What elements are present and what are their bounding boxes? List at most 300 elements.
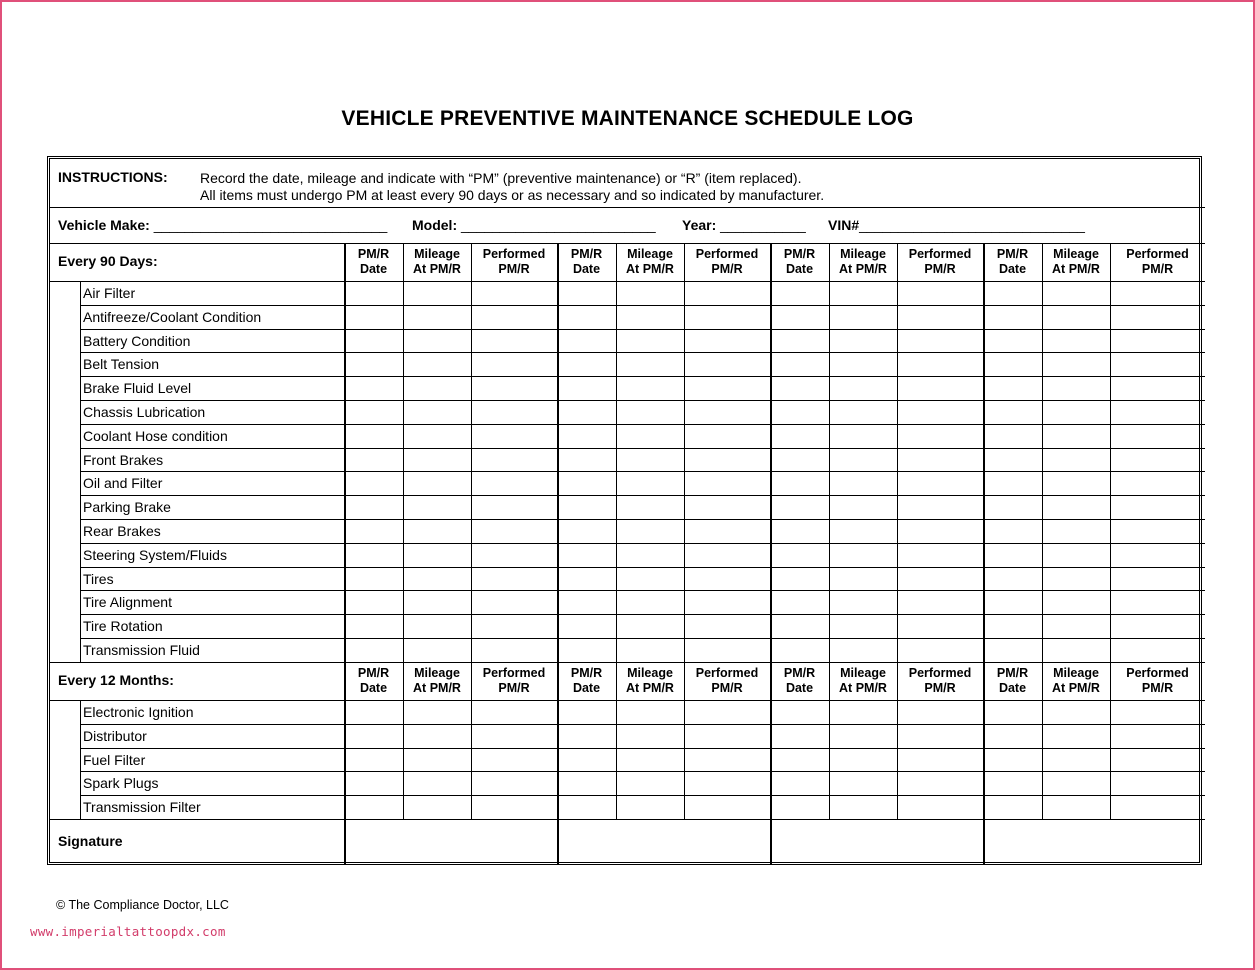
log-cell[interactable]	[829, 700, 897, 724]
maintenance-item: Battery Condition	[83, 332, 191, 349]
log-cell[interactable]	[983, 424, 1042, 448]
column-header: Mileage At PM/R	[413, 666, 461, 695]
log-cell[interactable]	[344, 543, 403, 567]
log-cell[interactable]	[616, 352, 684, 376]
log-cell[interactable]	[770, 305, 829, 329]
log-cell[interactable]	[829, 424, 897, 448]
log-cell[interactable]	[897, 590, 983, 614]
log-cell[interactable]	[616, 519, 684, 543]
log-cell[interactable]	[897, 305, 983, 329]
maintenance-item: Electronic Ignition	[83, 704, 194, 720]
log-cell[interactable]	[557, 424, 616, 448]
log-cell[interactable]	[829, 748, 897, 772]
log-cell[interactable]	[1110, 281, 1205, 305]
maintenance-item: Tire Alignment	[83, 594, 172, 611]
log-cell[interactable]	[770, 614, 829, 638]
log-cell[interactable]	[557, 748, 616, 772]
log-cell[interactable]	[557, 724, 616, 748]
log-cell[interactable]	[770, 567, 829, 591]
log-cell[interactable]	[557, 329, 616, 353]
log-cell[interactable]	[344, 471, 403, 495]
log-cell[interactable]	[983, 590, 1042, 614]
log-cell[interactable]	[403, 771, 471, 795]
log-cell[interactable]	[403, 590, 471, 614]
log-cell[interactable]	[983, 352, 1042, 376]
log-cell[interactable]	[684, 376, 770, 400]
log-cell[interactable]	[557, 376, 616, 400]
log-cell[interactable]	[1042, 400, 1110, 424]
log-cell[interactable]	[471, 590, 557, 614]
log-cell[interactable]	[344, 424, 403, 448]
log-cell[interactable]	[557, 567, 616, 591]
log-cell[interactable]	[684, 471, 770, 495]
log-cell[interactable]	[471, 448, 557, 472]
log-cell[interactable]	[897, 748, 983, 772]
signature-cell[interactable]	[344, 818, 557, 865]
log-cell[interactable]	[897, 329, 983, 353]
log-cell[interactable]	[829, 400, 897, 424]
log-cell[interactable]	[684, 329, 770, 353]
log-cell[interactable]	[471, 771, 557, 795]
model-blank: _________________________	[461, 217, 656, 233]
log-cell[interactable]	[897, 700, 983, 724]
log-cell[interactable]	[897, 424, 983, 448]
log-cell[interactable]	[829, 305, 897, 329]
column-header: PM/R Date	[570, 666, 603, 695]
log-cell[interactable]	[616, 795, 684, 819]
log-cell[interactable]	[1042, 795, 1110, 819]
log-cell[interactable]	[1110, 771, 1205, 795]
signature-cell[interactable]	[770, 818, 983, 865]
log-cell[interactable]	[829, 376, 897, 400]
log-cell[interactable]	[770, 771, 829, 795]
log-cell[interactable]	[471, 614, 557, 638]
log-cell[interactable]	[344, 519, 403, 543]
log-cell[interactable]	[983, 329, 1042, 353]
log-cell[interactable]	[684, 400, 770, 424]
log-cell[interactable]	[1110, 638, 1205, 662]
log-cell[interactable]	[983, 724, 1042, 748]
log-cell[interactable]	[829, 590, 897, 614]
log-cell[interactable]	[1042, 424, 1110, 448]
log-cell[interactable]	[1042, 543, 1110, 567]
maintenance-item: Tires	[83, 570, 114, 587]
log-cell[interactable]	[471, 567, 557, 591]
log-cell[interactable]	[471, 305, 557, 329]
log-cell[interactable]	[557, 543, 616, 567]
log-cell[interactable]	[770, 724, 829, 748]
log-cell[interactable]	[983, 795, 1042, 819]
log-cell[interactable]	[829, 614, 897, 638]
log-cell[interactable]	[684, 519, 770, 543]
log-cell[interactable]	[403, 567, 471, 591]
log-cell[interactable]	[829, 329, 897, 353]
log-cell[interactable]	[983, 281, 1042, 305]
log-cell[interactable]	[557, 614, 616, 638]
log-cell[interactable]	[684, 724, 770, 748]
log-cell[interactable]	[1042, 771, 1110, 795]
log-cell[interactable]	[897, 352, 983, 376]
log-cell[interactable]	[344, 448, 403, 472]
log-cell[interactable]	[1042, 614, 1110, 638]
year-field[interactable]	[682, 217, 806, 233]
log-cell[interactable]	[471, 700, 557, 724]
maintenance-item: Antifreeze/Coolant Condition	[83, 308, 262, 325]
log-cell[interactable]	[1110, 614, 1205, 638]
log-cell[interactable]	[1042, 567, 1110, 591]
log-cell[interactable]	[471, 281, 557, 305]
log-cell[interactable]	[403, 543, 471, 567]
log-cell[interactable]	[403, 281, 471, 305]
log-cell[interactable]	[557, 795, 616, 819]
column-header: Performed PM/R	[1126, 666, 1189, 695]
log-cell[interactable]	[1042, 519, 1110, 543]
grid-line	[684, 662, 685, 819]
log-cell[interactable]	[983, 495, 1042, 519]
log-cell[interactable]	[684, 590, 770, 614]
log-cell[interactable]	[403, 748, 471, 772]
log-cell[interactable]	[471, 471, 557, 495]
log-cell[interactable]	[616, 590, 684, 614]
log-cell[interactable]	[344, 748, 403, 772]
vehicle-make-blank: ______________________________	[153, 217, 388, 233]
log-cell[interactable]	[471, 329, 557, 353]
column-header: Mileage At PM/R	[839, 247, 887, 276]
log-cell[interactable]	[770, 638, 829, 662]
log-cell[interactable]	[770, 281, 829, 305]
log-cell[interactable]	[684, 748, 770, 772]
log-cell[interactable]	[1110, 724, 1205, 748]
log-cell[interactable]	[897, 495, 983, 519]
log-cell[interactable]	[897, 543, 983, 567]
log-cell[interactable]	[983, 567, 1042, 591]
instructions-line-2: All items must undergo PM at least every 90 days or as necessary and so indicated by manufacturer.	[200, 187, 825, 203]
vehicle-make-field[interactable]	[58, 217, 387, 233]
log-cell[interactable]	[471, 724, 557, 748]
log-cell[interactable]	[829, 281, 897, 305]
log-cell[interactable]	[557, 400, 616, 424]
log-cell[interactable]	[403, 376, 471, 400]
log-cell[interactable]	[1042, 471, 1110, 495]
log-cell[interactable]	[557, 281, 616, 305]
log-cell[interactable]	[684, 305, 770, 329]
log-cell[interactable]	[1042, 305, 1110, 329]
log-cell[interactable]	[403, 614, 471, 638]
log-cell[interactable]	[1110, 448, 1205, 472]
log-cell[interactable]	[770, 700, 829, 724]
log-cell[interactable]	[403, 305, 471, 329]
log-cell[interactable]	[344, 281, 403, 305]
log-cell[interactable]	[770, 400, 829, 424]
vin-blank: _____________________________	[859, 217, 1085, 233]
log-cell[interactable]	[557, 471, 616, 495]
log-cell[interactable]	[616, 495, 684, 519]
log-cell[interactable]	[684, 614, 770, 638]
log-cell[interactable]	[616, 771, 684, 795]
log-cell[interactable]	[616, 638, 684, 662]
log-cell[interactable]	[983, 748, 1042, 772]
log-cell[interactable]	[829, 771, 897, 795]
log-cell[interactable]	[403, 448, 471, 472]
log-cell[interactable]	[829, 471, 897, 495]
vin-field[interactable]	[828, 217, 1085, 233]
log-cell[interactable]	[344, 638, 403, 662]
log-cell[interactable]	[557, 305, 616, 329]
log-cell[interactable]	[403, 400, 471, 424]
log-cell[interactable]	[344, 700, 403, 724]
log-cell[interactable]	[403, 638, 471, 662]
log-cell[interactable]	[403, 424, 471, 448]
log-cell[interactable]	[770, 495, 829, 519]
log-cell[interactable]	[770, 748, 829, 772]
log-cell[interactable]	[403, 519, 471, 543]
log-cell[interactable]	[829, 448, 897, 472]
log-cell[interactable]	[344, 400, 403, 424]
log-cell[interactable]	[897, 376, 983, 400]
log-cell[interactable]	[983, 448, 1042, 472]
log-cell[interactable]	[557, 771, 616, 795]
log-cell[interactable]	[616, 614, 684, 638]
log-cell[interactable]	[471, 352, 557, 376]
log-cell[interactable]	[557, 700, 616, 724]
log-cell[interactable]	[770, 448, 829, 472]
maintenance-item: Chassis Lubrication	[83, 404, 206, 420]
log-cell[interactable]	[403, 329, 471, 353]
log-cell[interactable]	[616, 329, 684, 353]
year-label: Year:	[682, 217, 717, 233]
log-cell[interactable]	[897, 281, 983, 305]
log-cell[interactable]	[770, 376, 829, 400]
log-cell[interactable]	[1042, 590, 1110, 614]
log-cell[interactable]	[1042, 352, 1110, 376]
log-cell[interactable]	[557, 495, 616, 519]
grid-line	[471, 662, 472, 819]
log-cell[interactable]	[983, 376, 1042, 400]
log-cell[interactable]	[471, 543, 557, 567]
log-cell[interactable]	[770, 471, 829, 495]
log-cell[interactable]	[1110, 543, 1205, 567]
log-cell[interactable]	[1110, 590, 1205, 614]
log-cell[interactable]	[616, 567, 684, 591]
maintenance-log-form	[47, 156, 1202, 865]
grid-line	[684, 243, 685, 662]
log-cell[interactable]	[471, 748, 557, 772]
log-cell[interactable]	[471, 638, 557, 662]
log-cell[interactable]	[616, 400, 684, 424]
log-cell[interactable]	[403, 724, 471, 748]
log-cell[interactable]	[897, 795, 983, 819]
log-cell[interactable]	[684, 352, 770, 376]
log-cell[interactable]	[1110, 700, 1205, 724]
log-cell[interactable]	[770, 519, 829, 543]
log-cell[interactable]	[684, 543, 770, 567]
log-cell[interactable]	[1110, 329, 1205, 353]
log-cell[interactable]	[1110, 376, 1205, 400]
grid-line	[897, 243, 898, 662]
maintenance-item: Transmission Fluid	[83, 642, 200, 658]
log-cell[interactable]	[829, 543, 897, 567]
log-cell[interactable]	[983, 305, 1042, 329]
log-cell[interactable]	[1042, 376, 1110, 400]
log-cell[interactable]	[1110, 400, 1205, 424]
log-cell[interactable]	[403, 700, 471, 724]
log-cell[interactable]	[684, 448, 770, 472]
log-cell[interactable]	[983, 614, 1042, 638]
column-header: PM/R Date	[570, 247, 603, 276]
log-cell[interactable]	[471, 424, 557, 448]
log-cell[interactable]	[616, 448, 684, 472]
log-cell[interactable]	[616, 543, 684, 567]
log-cell[interactable]	[403, 352, 471, 376]
log-cell[interactable]	[344, 376, 403, 400]
log-cell[interactable]	[1042, 700, 1110, 724]
grid-line	[829, 662, 830, 819]
log-cell[interactable]	[471, 795, 557, 819]
log-cell[interactable]	[1042, 748, 1110, 772]
log-cell[interactable]	[897, 638, 983, 662]
log-cell[interactable]	[344, 329, 403, 353]
log-cell[interactable]	[897, 471, 983, 495]
log-cell[interactable]	[983, 471, 1042, 495]
model-label: Model:	[412, 217, 458, 233]
log-cell[interactable]	[616, 724, 684, 748]
log-cell[interactable]	[344, 495, 403, 519]
grid-line	[557, 243, 559, 662]
grid-line	[80, 700, 81, 819]
log-cell[interactable]	[770, 329, 829, 353]
log-cell[interactable]	[829, 724, 897, 748]
log-cell[interactable]	[983, 400, 1042, 424]
log-cell[interactable]	[1110, 519, 1205, 543]
log-cell[interactable]	[403, 795, 471, 819]
log-cell[interactable]	[344, 795, 403, 819]
log-cell[interactable]	[1042, 281, 1110, 305]
log-cell[interactable]	[770, 543, 829, 567]
log-cell[interactable]	[983, 700, 1042, 724]
watermark-url: www.imperialtattoopdx.com	[30, 924, 226, 939]
log-cell[interactable]	[557, 448, 616, 472]
log-cell[interactable]	[897, 448, 983, 472]
log-cell[interactable]	[471, 376, 557, 400]
maintenance-item: Tire Rotation	[83, 618, 163, 635]
log-cell[interactable]	[1110, 748, 1205, 772]
log-cell[interactable]	[616, 471, 684, 495]
log-cell[interactable]	[471, 495, 557, 519]
log-cell[interactable]	[344, 352, 403, 376]
log-cell[interactable]	[1110, 495, 1205, 519]
log-cell[interactable]	[616, 281, 684, 305]
grid-line	[50, 207, 1205, 208]
log-cell[interactable]	[829, 795, 897, 819]
log-cell[interactable]	[1110, 424, 1205, 448]
log-cell[interactable]	[829, 567, 897, 591]
column-header: Mileage At PM/R	[626, 666, 674, 695]
log-cell[interactable]	[770, 590, 829, 614]
log-cell[interactable]	[616, 376, 684, 400]
log-cell[interactable]	[344, 567, 403, 591]
log-cell[interactable]	[557, 590, 616, 614]
log-cell[interactable]	[344, 724, 403, 748]
log-cell[interactable]	[616, 700, 684, 724]
log-cell[interactable]	[897, 771, 983, 795]
model-field[interactable]	[412, 217, 656, 233]
grid-line	[50, 243, 1205, 244]
log-cell[interactable]	[344, 590, 403, 614]
log-cell[interactable]	[829, 495, 897, 519]
log-cell[interactable]	[471, 400, 557, 424]
log-cell[interactable]	[684, 771, 770, 795]
log-cell[interactable]	[1110, 352, 1205, 376]
log-cell[interactable]	[344, 305, 403, 329]
vehicle-make-label: Vehicle Make:	[58, 217, 150, 233]
log-cell[interactable]	[1110, 471, 1205, 495]
maintenance-item: Spark Plugs	[83, 775, 159, 792]
log-cell[interactable]	[770, 795, 829, 819]
log-cell[interactable]	[403, 495, 471, 519]
log-cell[interactable]	[983, 543, 1042, 567]
log-cell[interactable]	[770, 424, 829, 448]
log-cell[interactable]	[1042, 638, 1110, 662]
log-cell[interactable]	[684, 700, 770, 724]
log-cell[interactable]	[983, 519, 1042, 543]
log-cell[interactable]	[897, 519, 983, 543]
log-cell[interactable]	[684, 638, 770, 662]
log-cell[interactable]	[557, 638, 616, 662]
log-cell[interactable]	[344, 614, 403, 638]
log-cell[interactable]	[684, 424, 770, 448]
log-cell[interactable]	[1042, 724, 1110, 748]
log-cell[interactable]	[471, 519, 557, 543]
log-cell[interactable]	[1110, 567, 1205, 591]
log-cell[interactable]	[1110, 795, 1205, 819]
log-cell[interactable]	[1042, 329, 1110, 353]
log-cell[interactable]	[616, 305, 684, 329]
instructions-line-1: Record the date, mileage and indicate with “PM” (preventive maintenance) or “R” (item replaced).	[200, 170, 802, 186]
log-cell[interactable]	[684, 567, 770, 591]
log-cell[interactable]	[829, 519, 897, 543]
log-cell[interactable]	[983, 771, 1042, 795]
log-cell[interactable]	[770, 352, 829, 376]
column-header: Performed PM/R	[1126, 247, 1189, 276]
maintenance-item: Parking Brake	[83, 499, 171, 516]
log-cell[interactable]	[616, 424, 684, 448]
log-cell[interactable]	[829, 352, 897, 376]
signature-cell[interactable]	[557, 818, 770, 865]
log-cell[interactable]	[403, 471, 471, 495]
log-cell[interactable]	[983, 638, 1042, 662]
column-header: Performed PM/R	[908, 247, 972, 276]
log-cell[interactable]	[1110, 305, 1205, 329]
log-cell[interactable]	[684, 495, 770, 519]
maintenance-item: Belt Tension	[83, 356, 160, 373]
log-cell[interactable]	[557, 519, 616, 543]
column-header: Performed PM/R	[695, 666, 759, 695]
log-cell[interactable]	[897, 567, 983, 591]
signature-cell[interactable]	[983, 818, 1205, 865]
log-cell[interactable]	[897, 400, 983, 424]
column-header: PM/R Date	[357, 247, 390, 276]
log-cell[interactable]	[1042, 495, 1110, 519]
log-cell[interactable]	[344, 771, 403, 795]
log-cell[interactable]	[557, 352, 616, 376]
log-cell[interactable]	[684, 281, 770, 305]
log-cell[interactable]	[897, 724, 983, 748]
log-cell[interactable]	[897, 614, 983, 638]
log-cell[interactable]	[1042, 448, 1110, 472]
log-cell[interactable]	[829, 638, 897, 662]
log-cell[interactable]	[616, 748, 684, 772]
log-cell[interactable]	[684, 795, 770, 819]
